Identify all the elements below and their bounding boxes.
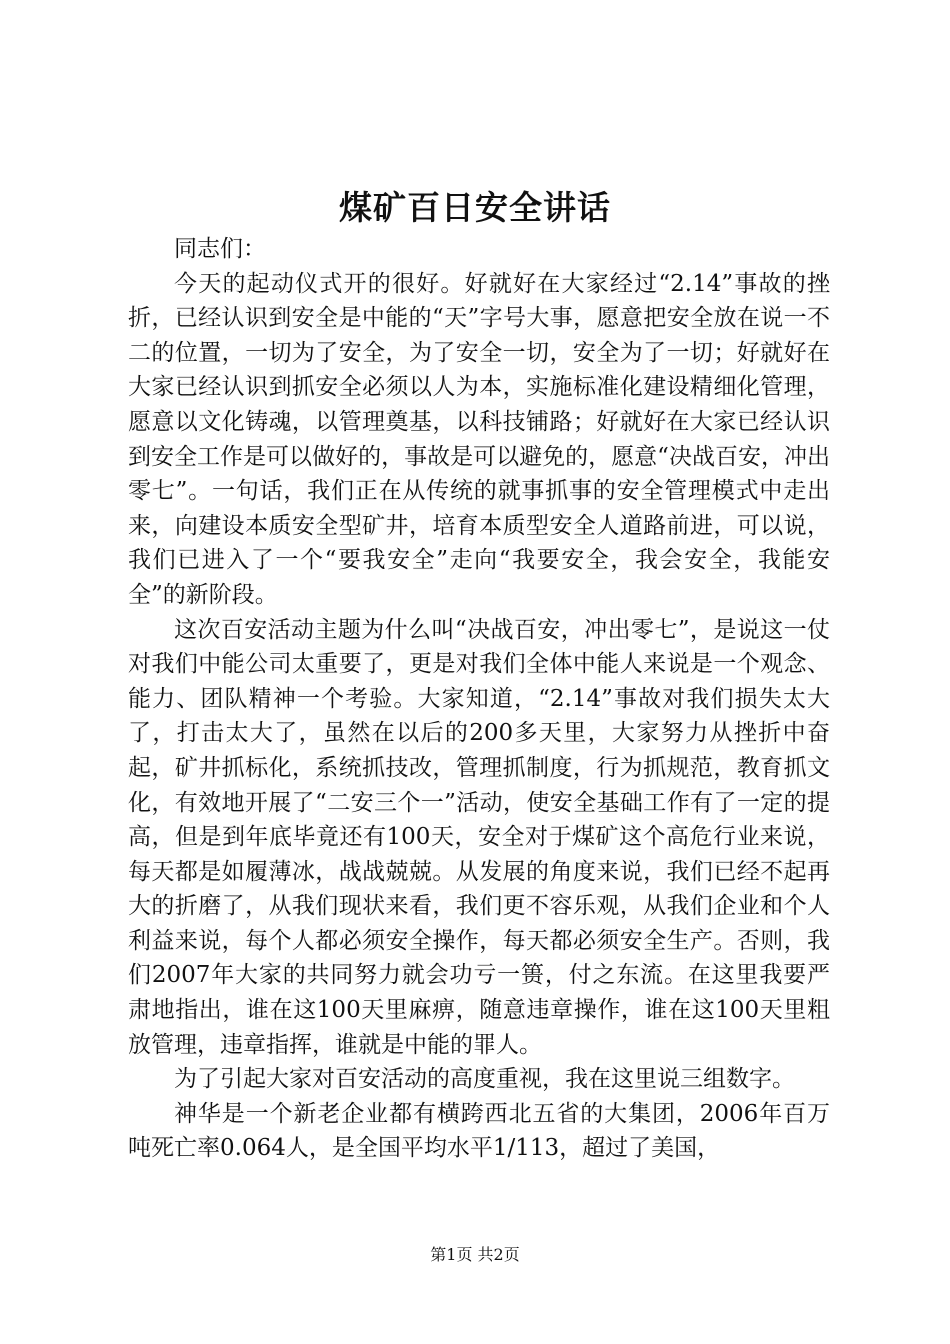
document-title: 煤矿百日安全讲话 xyxy=(339,188,611,227)
paragraph: 今天的起动仪式开的很好。好就好在大家经过“2.14”事故的挫折，已经认识到安全是中能的“天”字号大事，愿意把安全放在说一不二的位置，一切为了安全，为了安全一切，安全为了一切；好就好在大家已经认识到抓安全必须以人为本，实施标准化建设精细化管理，愿意以文化铸魂，以管理奠基，以科技铺路；好就好在大家已经认识到安全工作是可以做好的，事故是可以避免的，愿意“决战百安，冲出零七”。一句话，我们正在从传统的就事抓事的安全管理模式中走出来，向建设本质安全型矿井，培育本质型安全人道路前进，可以说，我们已进入了一个“要我安全”走向“我要安全，我会安全，我能安全”的新阶段。 xyxy=(128,270,830,608)
page-number-footer: 第1页 共2页 xyxy=(430,1245,520,1264)
paragraph: 为了引起大家对百安活动的高度重视，我在这里说三组数字。 xyxy=(174,1066,795,1093)
salutation: 同志们： xyxy=(174,236,266,262)
paragraph: 这次百安活动主题为什么叫“决战百安，冲出零七”，是说这一仗对我们中能公司太重要了，更是对我们全体中能人来说是一个观念、能力、团队精神一个考验。大家知道，“2.14”事故对我们损失太大了，打击太大了，虽然在以后的200多天里，大家努力从挫折中奋起，矿井抓标化，系统抓技改，管理抓制度，行为抓规范，教育抓文化，有效地开展了“二安三个一”活动，使安全基础工作有了一定的提高，但是到年底毕竟还有100天，安全对于煤矿这个高危行业来说，每天都是如履薄冰，战战兢兢。从发展的角度来说，我们已经不起再大的折磨了，从我们现状来看，我们更不容乐观，从我们企业和个人利益来说，每个人都必须安全操作，每天都必须安全生产。否则，我们2007年大家的共同努力就会功亏一篑，付之东流。在这里我要严肃地指出，谁在这100天里麻痹，随意违章操作，谁在这100天里粗放管理，违章指挥，谁就是中能的罪人。 xyxy=(128,616,830,1058)
paragraph: 神华是一个新老企业都有横跨西北五省的大集团，2006年百万吨死亡率0.064人，是全国平均水平1/113，超过了美国， xyxy=(128,1100,830,1162)
document-body xyxy=(128,232,830,1166)
